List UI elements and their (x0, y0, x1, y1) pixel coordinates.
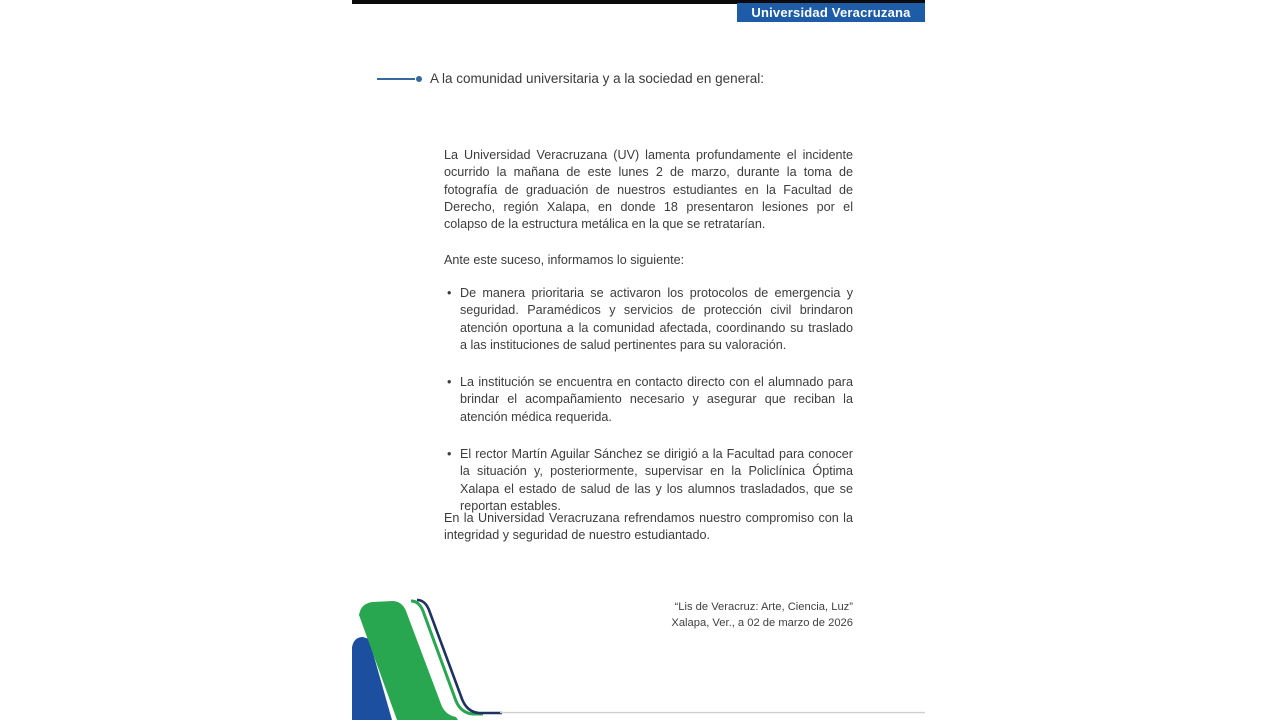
brand-banner (737, 3, 925, 22)
paragraph-closing: En la Universidad Veracruzana refrendamos nuestro compromiso con la integridad y seguridad de nuestro estudiantado. (444, 511, 853, 543)
footer-dateline: Xalapa, Ver., a 02 de marzo de 2026 (671, 616, 853, 629)
bullet-item-rector (447, 446, 853, 515)
bullet-icon: • (447, 286, 452, 300)
bullet-text: El rector Martín Aguilar Sánchez se dirigió a la Facultad para conocer la situación y, posteriormente, supervisar en la Policlínica Óptima Xalapa el estado de salud de las y los alumnos trasladados, que se reportan estables. (460, 447, 853, 513)
bullet-list (447, 285, 853, 535)
bullet-icon: • (447, 375, 452, 390)
footer-motto: “Lis de Veracruz: Arte, Ciencia, Luz” (674, 601, 853, 613)
bullet-item-protocols (447, 285, 853, 354)
paragraph-incident: La Universidad Veracruzana (UV) lamenta profundamente el incidente ocurrido la mañana de este lunes 2 de marzo, durante la toma de fotografía de graduación de nuestros estudiantes en la Facultad de Derecho, región Xalapa, en donde 18 presentaron lesiones por el colapso de la estructura metálica en la que se retratarían. (444, 148, 853, 232)
brand-label: Universidad Veracruzana (751, 5, 911, 20)
bullet-icon: • (447, 447, 452, 462)
paragraph-intro: Ante este suceso, informamos lo siguiente: (444, 253, 685, 267)
bullet-text: De manera prioritaria se activaron los protocolos de emergencia y seguridad. Paramédicos y servicios de protección civil brindaron atención oportuna a la comunidad afectada, coordinando su traslado a las instituciones de salud pertinentes para su valoración. (460, 286, 853, 352)
uv-lis-logo (352, 598, 925, 720)
pointer-line-icon (377, 78, 415, 80)
pointer-dot-icon (416, 76, 422, 82)
document-page (352, 0, 925, 720)
salutation-text: A la comunidad universitaria y a la sociedad en general: (430, 71, 764, 86)
bullet-text: La institución se encuentra en contacto directo con el alumnado para brindar el acompañamiento necesario y asegurar que reciban la atención médica requerida. (460, 375, 853, 424)
salutation-row (377, 70, 764, 87)
bullet-item-contact (447, 374, 853, 426)
